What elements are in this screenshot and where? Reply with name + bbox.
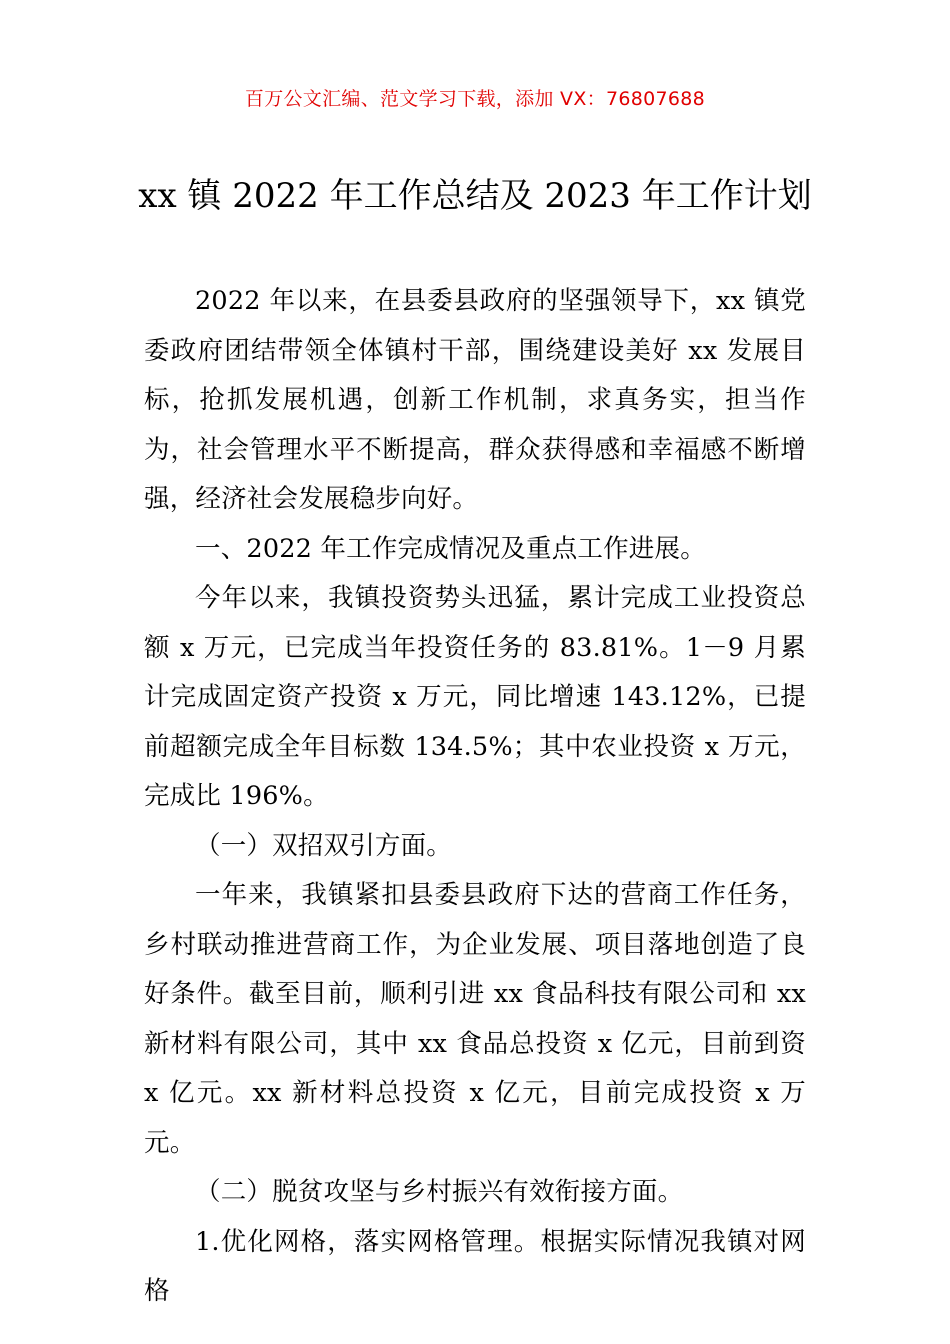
subsection-heading-2: （二）脱贫攻坚与乡村振兴有效衔接方面。 (195, 1177, 684, 1207)
paragraph-investment: 今年以来，我镇投资势头迅猛，累计完成工业投资总额 x 万元，已完成当年投资任务的 83.81%。1－9 月累计完成固定资产投资 x 万元，同比增速 143.12%，已提前超额完成全年目标数 134.5%；其中农业投资 x 万元，完成比 196%。 (144, 583, 806, 811)
paragraph-grid: 1.优化网格，落实网格管理。根据实际情况我镇对网格 (144, 1226, 806, 1306)
document-title: xx 镇 2022 年工作总结及 2023 年工作计划 (138, 176, 812, 216)
paragraph-intro: 2022 年以来，在县委县政府的坚强领导下，xx 镇党委政府团结带领全体镇村干部，围绕建设美好 xx 发展目标，抢抓发展机遇，创新工作机制，求真务实，担当作为，社会管理水平不断提高，群众获得感和幸福感不断增强，经济社会发展稳步向好。 (144, 286, 806, 514)
document-body (144, 277, 806, 1317)
section-heading-1: 一、2022 年工作完成情况及重点工作进展。 (195, 533, 706, 564)
header-banner: 百万公文汇编、范文学习下载，添加 VX：76807688 (244, 88, 706, 110)
subsection-heading-1: （一）双招双引方面。 (195, 830, 453, 861)
paragraph-business: 一年来，我镇紧扣县委县政府下达的营商工作任务，乡村联动推进营商工作，为企业发展、项目落地创造了良好条件。截至目前，顺利引进 xx 食品科技有限公司和 xx 新材料有限公司，其中 xx 食品总投资 x 亿元，目前到资 x 亿元。xx 新材料总投资 x 亿元，目前完成投资 x 万元。 (144, 880, 806, 1158)
